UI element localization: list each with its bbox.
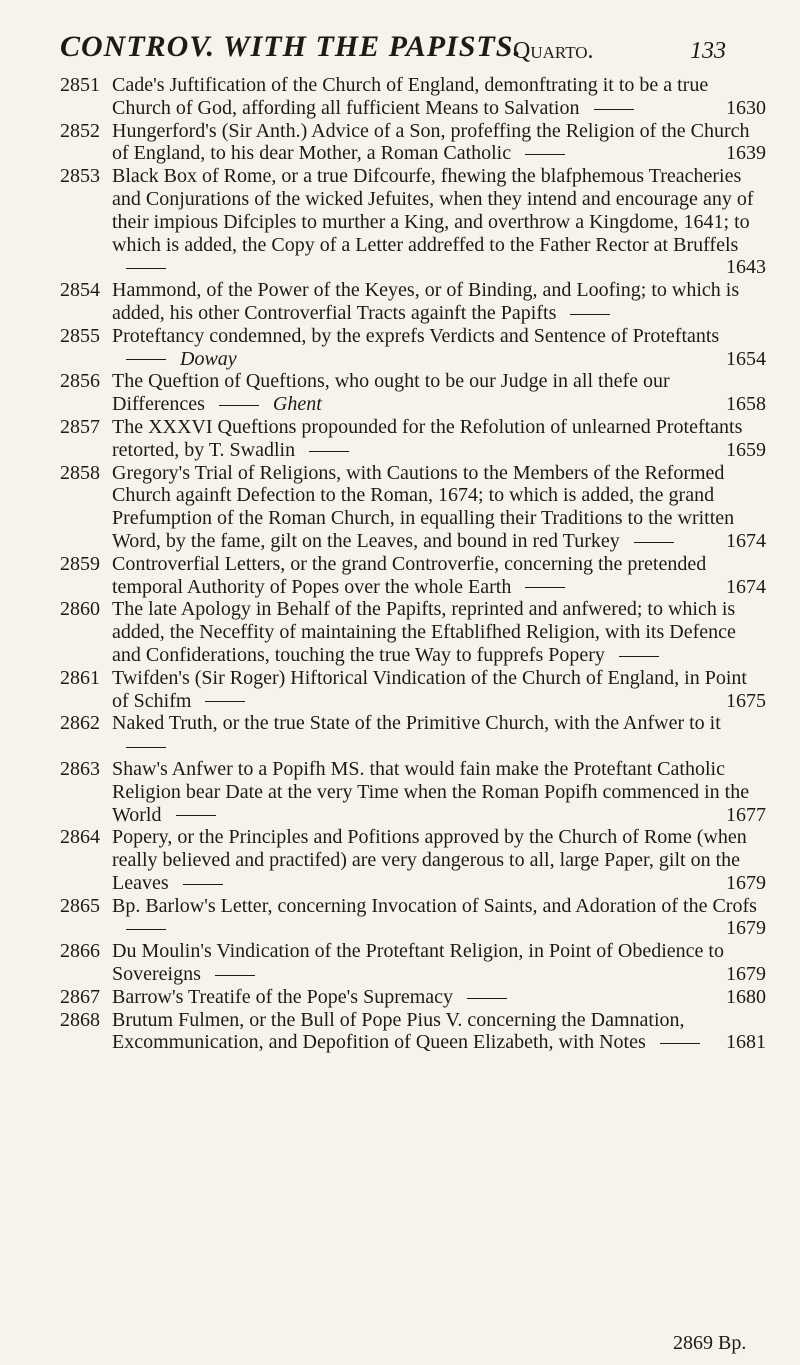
entry-number: 2858 bbox=[60, 461, 100, 484]
running-header bbox=[60, 30, 760, 78]
entry-number: 2861 bbox=[60, 666, 100, 689]
entry-text: Barrow's Treatife of the Pope's Supremacy bbox=[112, 985, 454, 1008]
leader-dash bbox=[594, 109, 634, 110]
catalogue-entry bbox=[60, 940, 766, 986]
entry-text: Proteftancy condemned, by the exprefs Verdicts and Sentence of Proteftants bbox=[112, 324, 720, 347]
book-format: Quarto. bbox=[513, 38, 594, 64]
page-number: 133 bbox=[690, 38, 726, 64]
leader-dash bbox=[219, 405, 259, 406]
leader-dash bbox=[176, 815, 216, 816]
catalogue-entry bbox=[60, 553, 766, 599]
entry-year: 1674 bbox=[726, 529, 766, 552]
catalogue-entry bbox=[60, 120, 766, 166]
entry-place: Ghent bbox=[272, 393, 322, 416]
entry-year: 1639 bbox=[726, 142, 766, 165]
catalogue-entry bbox=[60, 986, 766, 1009]
catalogue-entry bbox=[60, 758, 766, 826]
entry-number: 2862 bbox=[60, 712, 100, 735]
entry-text: The late Apology in Behalf of the Papifts, reprinted and anfwered; to which is added, the Neceffity of maintaining the Eftablifhed Religion, with its Defence and Confiderations, touching the true Way to fupprefs Popery bbox=[112, 598, 736, 666]
entry-year: 1675 bbox=[726, 689, 766, 712]
leader-dash bbox=[467, 998, 507, 999]
entry-year: 1679 bbox=[726, 871, 766, 894]
catalogue-entry bbox=[60, 416, 766, 462]
leader-dash bbox=[183, 884, 223, 885]
entry-text: Twifden's (Sir Roger) Hiftorical Vindication of the Church of England, in Point of Schifm bbox=[112, 666, 747, 712]
entry-text: Bp. Barlow's Letter, concerning Invocation of Saints, and Adoration of the Crofs bbox=[112, 894, 757, 917]
entry-text: The Queftion of Queftions, who ought to be our Judge in all thefe our Differences bbox=[112, 370, 670, 416]
entry-year: 1677 bbox=[726, 803, 766, 826]
entry-year: 1659 bbox=[726, 438, 766, 461]
entry-number: 2859 bbox=[60, 552, 100, 575]
leader-dash bbox=[215, 975, 255, 976]
entry-year: 1681 bbox=[726, 1031, 766, 1054]
leader-dash bbox=[309, 451, 349, 452]
entry-text: Hungerford's (Sir Anth.) Advice of a Son, profeffing the Religion of the Church of England, to his dear Mother, a Roman Catholic bbox=[112, 119, 750, 165]
leader-dash bbox=[619, 656, 659, 657]
entry-number: 2865 bbox=[60, 894, 100, 917]
entry-number: 2866 bbox=[60, 940, 100, 963]
entry-text: Hammond, of the Power of the Keyes, or of Binding, and Loofing; to which is added, his other Controverfial Tracts againft the Papifts bbox=[112, 279, 740, 324]
entry-year: 1679 bbox=[726, 917, 766, 940]
entry-text: Cade's Juftification of the Church of England, demonftrating it to be a true Church of God, affording all fufficient Means to Salvation bbox=[112, 74, 709, 119]
catchword: 2869 Bp. bbox=[673, 1332, 747, 1354]
catalogue-entry bbox=[60, 1009, 766, 1055]
entry-text: Shaw's Anfwer to a Popifh MS. that would fain make the Proteftant Catholic Religion bear Date at the very Time when the Roman Popifh commenced in the World bbox=[112, 757, 750, 826]
entry-number: 2863 bbox=[60, 757, 100, 780]
entry-text: Brutum Fulmen, or the Bull of Pope Pius V. concerning the Damnation, Excommunication, and Depofition of Queen Elizabeth, with Notes bbox=[112, 1008, 685, 1054]
entry-number: 2855 bbox=[60, 324, 100, 347]
entry-number: 2852 bbox=[60, 119, 100, 142]
entry-year: 1680 bbox=[726, 985, 766, 1008]
entry-text: Naked Truth, or the true State of the Primitive Church, with the Anfwer to it bbox=[112, 712, 721, 735]
catalogue-entry bbox=[60, 325, 766, 371]
entry-number: 2860 bbox=[60, 598, 100, 621]
entry-number: 2854 bbox=[60, 279, 100, 302]
catalogue-entry bbox=[60, 667, 766, 713]
entry-number: 2853 bbox=[60, 165, 100, 188]
page-title: CONTROV. WITH THE PAPISTS. bbox=[60, 30, 522, 63]
entry-year: 1630 bbox=[726, 96, 766, 119]
entry-number: 2868 bbox=[60, 1008, 100, 1031]
entry-number: 2851 bbox=[60, 74, 100, 96]
leader-dash bbox=[634, 542, 674, 543]
entry-text: The XXXVI Queftions propounded for the Refolution of unlearned Proteftants retorted, by T. Swadlin bbox=[112, 415, 743, 461]
leader-dash bbox=[126, 929, 166, 930]
leader-dash bbox=[126, 747, 166, 748]
catalogue-entry bbox=[60, 165, 766, 279]
entry-place: Doway bbox=[180, 347, 237, 370]
entry-number: 2867 bbox=[60, 985, 100, 1008]
leader-dash bbox=[525, 154, 565, 155]
catalogue-entry bbox=[60, 712, 766, 758]
entry-year: 1654 bbox=[726, 347, 766, 370]
catalogue-entry bbox=[60, 462, 766, 553]
catalogue-entries bbox=[60, 74, 766, 1054]
entry-year: 1658 bbox=[726, 393, 766, 416]
leader-dash bbox=[525, 587, 565, 588]
entry-year: 1674 bbox=[726, 575, 766, 598]
leader-dash bbox=[126, 268, 166, 269]
catalogue-entry bbox=[60, 74, 766, 120]
entry-text: Gregory's Trial of Religions, with Cautions to the Members of the Reformed Church againft Defection to the Roman, 1674; to which is added, the grand Prefumption of the Roman Church, in equalling their Traditions to the written Word, by the fame, gilt on the Leaves, and bound in red Turkey bbox=[112, 461, 735, 552]
catalogue-entry bbox=[60, 598, 766, 666]
entry-number: 2864 bbox=[60, 826, 100, 849]
entry-text: Controverfial Letters, or the grand Controverfie, concerning the pretended temporal Authority of Popes over the whole Earth bbox=[112, 552, 707, 598]
entry-number: 2856 bbox=[60, 370, 100, 393]
entry-text: Du Moulin's Vindication of the Proteftant Religion, in Point of Obedience to Sovereigns bbox=[112, 940, 724, 986]
leader-dash bbox=[660, 1043, 700, 1044]
entry-year: 1643 bbox=[726, 256, 766, 279]
entry-text: Black Box of Rome, or a true Difcourfe, fhewing the blafphemous Treacheries and Conjurations of the wicked Jefuites, when they intend and encourage any of their impious Difciples to murther a King, and overthrow a Kingdome, 1641; to which is added, the Copy of a Letter addreffed to the Father Rector at Bruffels bbox=[112, 165, 754, 256]
entry-number: 2857 bbox=[60, 415, 100, 438]
entry-year: 1679 bbox=[726, 963, 766, 986]
leader-dash bbox=[126, 359, 166, 360]
catalogue-entry bbox=[60, 279, 766, 325]
entry-text: Popery, or the Principles and Pofitions approved by the Church of Rome (when really believed and practifed) are very dangerous to all, large Paper, gilt on the Leaves bbox=[112, 826, 747, 894]
catalogue-entry bbox=[60, 895, 766, 941]
catalogue-entry bbox=[60, 370, 766, 416]
catalogue-entry bbox=[60, 826, 766, 894]
leader-dash bbox=[570, 314, 610, 315]
leader-dash bbox=[205, 701, 245, 702]
